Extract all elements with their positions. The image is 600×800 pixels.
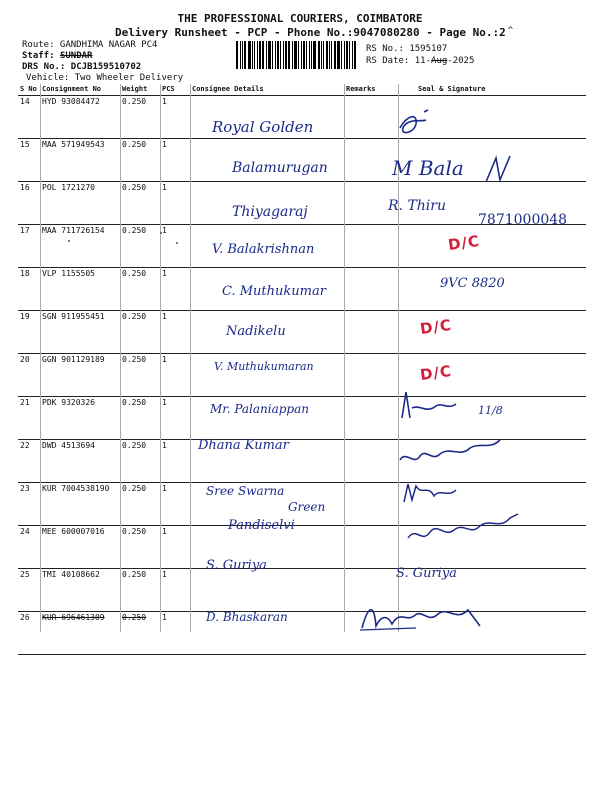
- barcode-bar: [346, 41, 348, 69]
- barcode-bar: [303, 41, 305, 69]
- cell-sno: 24: [18, 526, 40, 569]
- cell-remarks: [344, 397, 398, 440]
- cell-weight: 0.250: [120, 397, 160, 440]
- barcode-bar: [329, 41, 330, 69]
- cell-consignee: [190, 569, 344, 612]
- cell-remarks: [344, 225, 398, 268]
- cell-consignment: POL 1721270: [40, 182, 120, 225]
- rs-number: RS No.: 1595107: [366, 44, 448, 54]
- barcode-bar: [252, 41, 253, 69]
- cell-pcs: 1: [160, 483, 190, 526]
- column-divider: [344, 84, 345, 632]
- table-row: [18, 569, 586, 612]
- barcode-bar: [272, 41, 273, 69]
- handwritten-consignee-26: D. Bhaskaran: [206, 610, 288, 624]
- drs-label: DRS No.:: [22, 62, 66, 72]
- table-row: [18, 311, 586, 354]
- signature-16: R. Thiru: [388, 198, 446, 214]
- table-header-row: [18, 84, 586, 96]
- company-name: THE PROFESSIONAL COURIERS, COIMBATORE: [177, 12, 423, 25]
- cell-sno: 15: [18, 139, 40, 182]
- barcode-bar: [326, 41, 328, 69]
- signature-22: [396, 436, 506, 472]
- barcode: [236, 41, 358, 69]
- barcode-bar: [311, 41, 312, 69]
- cell-weight: 0.250: [120, 612, 160, 655]
- cell-consignment: TMI 40108662: [40, 569, 120, 612]
- column-divider: [120, 84, 121, 632]
- table-row: [18, 612, 586, 655]
- cell-remarks: [344, 96, 398, 139]
- barcode-bar: [277, 41, 279, 69]
- staff-line: [22, 51, 92, 61]
- barcode-bar: [344, 41, 345, 69]
- cell-sno: 25: [18, 569, 40, 612]
- cell-weight: 0.250: [120, 440, 160, 483]
- cell-remarks: [344, 139, 398, 182]
- barcode-bar: [323, 41, 324, 69]
- cell-weight: 0.250: [120, 569, 160, 612]
- barcode-bar: [283, 41, 284, 69]
- barcode-bar: [321, 41, 322, 69]
- barcode-bar: [301, 41, 302, 69]
- handwritten-consignee-14: Royal Golden: [212, 118, 314, 136]
- barcode-bar: [248, 41, 251, 69]
- barcode-bar: [331, 41, 332, 69]
- cell-consignment: KUR 7004538190: [40, 483, 120, 526]
- cell-pcs: 1: [160, 311, 190, 354]
- cell-sno: 21: [18, 397, 40, 440]
- column-divider: [40, 84, 41, 632]
- rs-date-month: Aug: [431, 56, 448, 66]
- cell-pcs: 1: [160, 440, 190, 483]
- cell-pcs: 1: [160, 182, 190, 225]
- ink-speck: [68, 240, 70, 242]
- signature-18: 9VC 8820: [440, 276, 505, 291]
- cell-consignment: HYD 93084472: [40, 96, 120, 139]
- barcode-bar: [306, 41, 307, 69]
- ink-speck: [176, 242, 178, 244]
- handwritten-consignee-24: Pandiselvi: [228, 518, 295, 533]
- barcode-bar: [244, 41, 246, 69]
- handwritten-consignee-16: Thiyagaraj: [232, 204, 308, 220]
- cell-consignment: SGN 911955451: [40, 311, 120, 354]
- rs-date: [366, 56, 474, 66]
- barcode-bar: [313, 41, 316, 69]
- handwritten-consignee-23b: Green: [288, 500, 326, 514]
- rs-date-year: -2025: [447, 56, 475, 66]
- barcode-bar: [268, 41, 271, 69]
- cell-weight: 0.250: [120, 268, 160, 311]
- barcode-bar: [349, 41, 350, 69]
- barcode-bar: [354, 41, 356, 69]
- cell-pcs: 1: [160, 397, 190, 440]
- cell-remarks: [344, 354, 398, 397]
- handwritten-consignee-18: C. Muthukumar: [222, 284, 326, 299]
- signature-14: [392, 106, 442, 142]
- dc-stamp: D/C: [446, 231, 482, 255]
- handwritten-consignee-20: V. Muthukumaran: [214, 360, 314, 373]
- barcode-bar: [242, 41, 243, 69]
- cell-sno: 17: [18, 225, 40, 268]
- barcode-bar: [254, 41, 255, 69]
- barcode-bar: [337, 41, 340, 69]
- col-pcs: PCS: [162, 85, 175, 93]
- cell-sno: 16: [18, 182, 40, 225]
- cell-pcs: 1: [160, 354, 190, 397]
- signature-15-flourish: [482, 152, 522, 192]
- signature-21: [396, 388, 466, 424]
- barcode-bar: [236, 41, 238, 69]
- barcode-bar: [275, 41, 276, 69]
- runsheet-title-text: Delivery Runsheet - PCP - Phone No.:9047080280 - Page No.:2: [115, 26, 506, 39]
- cell-remarks: [344, 526, 398, 569]
- barcode-bar: [318, 41, 320, 69]
- signature-24: [404, 508, 524, 548]
- col-consignment: Consignment No: [42, 85, 102, 93]
- handwritten-consignee-17: V. Balakrishnan: [212, 242, 315, 257]
- column-divider: [190, 84, 191, 632]
- barcode-bar: [257, 41, 258, 69]
- cell-weight: 0.250: [120, 526, 160, 569]
- barcode-bar: [298, 41, 299, 69]
- signature-21-date: 11/8: [478, 404, 503, 417]
- vehicle-label: Vehicle: Two Wheeler Delivery: [26, 73, 184, 83]
- cell-consignment: VLP 1155505: [40, 268, 120, 311]
- cell-sno: 26: [18, 612, 40, 655]
- cell-seal: [398, 225, 586, 268]
- staff-label: Staff:: [22, 51, 55, 61]
- cell-weight: 0.250: [120, 139, 160, 182]
- drs-value: DCJB159510702: [70, 62, 142, 72]
- cell-pcs: 1: [160, 225, 190, 268]
- handwritten-consignee-19: Nadikelu: [226, 324, 286, 339]
- barcode-bar: [266, 41, 267, 69]
- cell-pcs: 1: [160, 612, 190, 655]
- cell-remarks: [344, 483, 398, 526]
- rs-date-label: RS Date: 11-: [366, 56, 432, 66]
- signature-15: M Bala: [392, 156, 464, 180]
- cell-weight: 0.250: [120, 354, 160, 397]
- dc-stamp: D/C: [418, 315, 454, 339]
- barcode-bar: [294, 41, 297, 69]
- cell-sno: 19: [18, 311, 40, 354]
- barcode-bar: [280, 41, 281, 69]
- runsheet-title: [115, 26, 513, 39]
- cell-weight: 0.250: [120, 96, 160, 139]
- ink-speck: [160, 232, 162, 234]
- barcode-bar: [352, 41, 353, 69]
- barcode-bar: [285, 41, 287, 69]
- title-mark: ^: [507, 26, 514, 36]
- cell-consignment: GGN 901129189: [40, 354, 120, 397]
- cell-weight: 0.250: [120, 182, 160, 225]
- cell-consignment: MAA 711726154: [40, 225, 120, 268]
- col-sno: S No: [20, 85, 37, 93]
- staff-value: SUNDAR: [59, 51, 93, 61]
- cell-sno: 23: [18, 483, 40, 526]
- cell-sno: 22: [18, 440, 40, 483]
- cell-pcs: 1: [160, 569, 190, 612]
- column-divider: [160, 84, 161, 632]
- signature-26: [356, 596, 496, 636]
- cell-pcs: 1: [160, 96, 190, 139]
- drs-line: [22, 62, 141, 72]
- handwritten-consignee-22: Dhana Kumar: [198, 438, 289, 453]
- barcode-bar: [240, 41, 241, 69]
- col-weight: Weight: [122, 85, 148, 93]
- handwritten-consignee-15: Balamurugan: [232, 160, 328, 176]
- barcode-bar: [259, 41, 261, 69]
- cell-pcs: 1: [160, 268, 190, 311]
- cell-remarks: [344, 268, 398, 311]
- col-consignee: Consignee Details: [192, 85, 264, 93]
- dc-stamp: D/C: [418, 361, 454, 385]
- cell-pcs: 1: [160, 526, 190, 569]
- cell-consignment: DWD 4513694: [40, 440, 120, 483]
- barcode-bar: [334, 41, 336, 69]
- handwritten-consignee-23: Sree Swarna: [206, 484, 285, 498]
- cell-weight: 0.250: [120, 225, 160, 268]
- col-remarks: Remarks: [346, 85, 376, 93]
- barcode-bar: [262, 41, 264, 69]
- cell-remarks: [344, 311, 398, 354]
- cell-sno: 20: [18, 354, 40, 397]
- cell-weight: 0.250: [120, 483, 160, 526]
- cell-remarks: [344, 440, 398, 483]
- barcode-bar: [341, 41, 342, 69]
- cell-consignment: PDK 9320326: [40, 397, 120, 440]
- col-seal: Seal & Signature: [418, 85, 486, 93]
- cell-sno: 14: [18, 96, 40, 139]
- barcode-bar: [288, 41, 290, 69]
- signature-23: [400, 478, 460, 506]
- barcode-bar: [292, 41, 293, 69]
- cell-consignment: MEE 600007016: [40, 526, 120, 569]
- barcode-bar: [309, 41, 310, 69]
- handwritten-consignee-25: S. Guriya: [206, 558, 267, 573]
- phone-note: 7871000048: [478, 212, 568, 228]
- cell-weight: 0.250: [120, 311, 160, 354]
- cell-pcs: 1: [160, 139, 190, 182]
- handwritten-consignee-21: Mr. Palaniappan: [210, 402, 309, 416]
- cell-consignment: MAA 571949543: [40, 139, 120, 182]
- cell-sno: 18: [18, 268, 40, 311]
- signature-25: S. Guriya: [396, 566, 457, 581]
- cell-consignment: KUR 696461309: [40, 612, 120, 655]
- route-label: Route: GANDHIMA NAGAR PC4: [22, 40, 158, 50]
